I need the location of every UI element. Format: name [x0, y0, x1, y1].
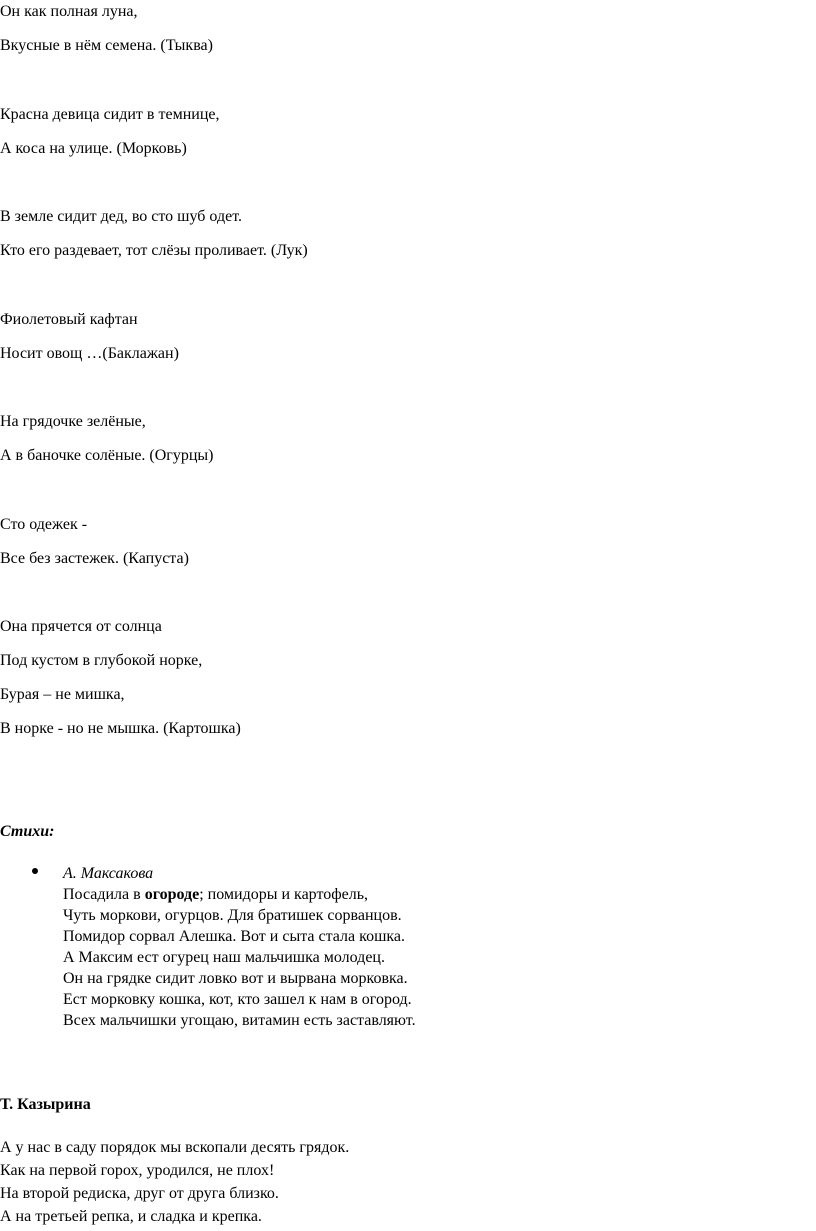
riddle-7-line-3: Бурая – не мишка,: [0, 686, 125, 703]
riddle-3-line-2: Кто его раздевает, тот слёзы проливает. (Лук): [0, 242, 308, 259]
riddle-4-line-2: Носит овощ …(Баклажан): [0, 345, 179, 362]
riddle-2-line-2: А коса на улице. (Морковь): [0, 140, 187, 157]
poem-1-line-4: А Максим ест огурец наш мальчишка молодец.: [63, 949, 385, 966]
poems-heading: Стихи:: [0, 823, 55, 840]
riddle-3-line-1: В земле сидит дед, во сто шуб одет.: [0, 208, 242, 225]
poem-1-line-1-start: Посадила в: [63, 886, 145, 903]
riddle-7-line-4: В норке - но не мышка. (Картошка): [0, 720, 241, 737]
poem-1-line-7: Всех мальчишки угощаю, витамин есть заставляют.: [63, 1012, 416, 1029]
poem-1-line-2: Чуть моркови, огурцов. Для братишек сорванцов.: [63, 907, 402, 924]
poem-2-line-2: Как на первой горох, уродился, не плох!: [0, 1162, 275, 1179]
poem-1-line-1: [63, 885, 368, 905]
poem-2-line-1: А у нас в саду порядок мы вскопали десять грядок.: [0, 1139, 350, 1156]
poem-2-author: Т. Казырина: [0, 1096, 91, 1113]
riddle-6-line-1: Сто одежек -: [0, 516, 88, 533]
poem-1-line-1-end: ; помидоры и картофель,: [199, 886, 368, 903]
riddle-1-line-2: Вкусные в нём семена. (Тыква): [0, 37, 213, 54]
riddle-5-line-1: На грядочке зелёные,: [0, 413, 146, 430]
poem-2-line-3: На второй редиска, друг от друга близко.: [0, 1185, 279, 1202]
poem-2-line-4: А на третьей репка, и сладка и крепка.: [0, 1208, 262, 1225]
riddle-5-line-2: А в баночке солёные. (Огурцы): [0, 447, 214, 464]
riddle-6-line-2: Все без застежек. (Капуста): [0, 550, 189, 567]
bullet-icon: [32, 868, 38, 874]
poem-1-author: А. Максакова: [63, 865, 154, 882]
poem-1-line-5: Он на грядке сидит ловко вот и вырвана морковка.: [63, 970, 408, 987]
riddle-1-line-1: Он как полная луна,: [0, 3, 138, 20]
riddle-4-line-1: Фиолетовый кафтан: [0, 311, 138, 328]
riddle-7-line-1: Она прячется от солнца: [0, 618, 162, 635]
poem-1-bold-word: огороде: [144, 886, 200, 903]
poem-1-line-6: Ест морковку кошка, кот, кто зашел к нам в огород.: [63, 991, 412, 1008]
poem-1-line-3: Помидор сорвал Алешка. Вот и сыта стала кошка.: [63, 928, 406, 945]
riddle-2-line-1: Красна девица сидит в темнице,: [0, 106, 220, 123]
riddle-7-line-2: Под кустом в глубокой норке,: [0, 652, 203, 669]
